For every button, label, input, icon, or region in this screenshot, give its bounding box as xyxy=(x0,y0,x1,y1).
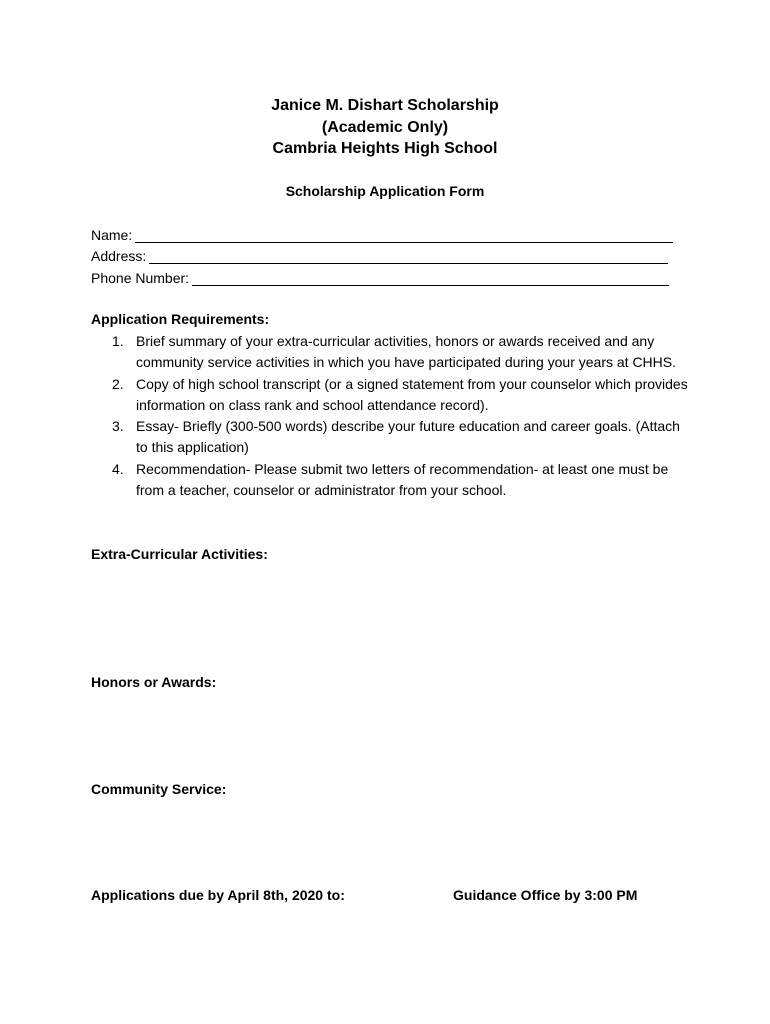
document-title xyxy=(0,95,770,160)
requirements-heading: Application Requirements: xyxy=(91,311,270,327)
list-item xyxy=(91,416,691,459)
activities-heading: Extra-Curricular Activities: xyxy=(91,546,268,562)
address-label: Address: xyxy=(91,248,147,264)
name-label: Name: xyxy=(91,227,133,243)
address-input-line[interactable] xyxy=(149,249,668,264)
phone-input-line[interactable] xyxy=(192,271,669,286)
list-item-number: 3. xyxy=(112,418,124,435)
list-item-number: 4. xyxy=(112,460,124,477)
title-academic-only: (Academic Only) xyxy=(321,118,449,136)
list-item xyxy=(91,374,691,417)
list-item-text: Recommendation- Please submit two letters of recommendation- at least one must be from a teacher, counselor or administrator from your school. xyxy=(136,460,669,499)
list-item xyxy=(91,331,691,374)
name-field xyxy=(91,225,673,243)
title-scholarship-name: Janice M. Dishart Scholarship xyxy=(271,97,499,114)
honors-heading: Honors or Awards: xyxy=(91,674,217,690)
list-item xyxy=(91,459,691,502)
address-field xyxy=(91,246,668,264)
list-item-text: Copy of high school transcript (or a signed statement from your counselor which provides information on class rank and school attendance record). xyxy=(136,375,688,413)
phone-label: Phone Number: xyxy=(91,270,190,286)
list-item-text: Brief summary of your extra-curricular activities, honors or awards received and any community service activities in which you have participated during your years at CHHS. xyxy=(136,333,677,371)
list-item-text: Essay- Briefly (300-500 words) describe your future education and career goals. (Attach to this application) xyxy=(136,418,680,456)
name-input-line[interactable] xyxy=(135,228,673,243)
form-title: Scholarship Application Form xyxy=(285,183,485,199)
title-school-name: Cambria Heights High School xyxy=(272,140,498,157)
due-date-text: Applications due by April 8th, 2020 to: xyxy=(91,887,345,903)
requirements-list xyxy=(91,331,691,501)
guidance-office-text: Guidance Office by 3:00 PM xyxy=(453,887,638,903)
list-item-number: 1. xyxy=(112,333,124,349)
list-item-number: 2. xyxy=(112,375,124,392)
phone-field xyxy=(91,268,669,286)
community-service-heading: Community Service: xyxy=(91,781,227,797)
